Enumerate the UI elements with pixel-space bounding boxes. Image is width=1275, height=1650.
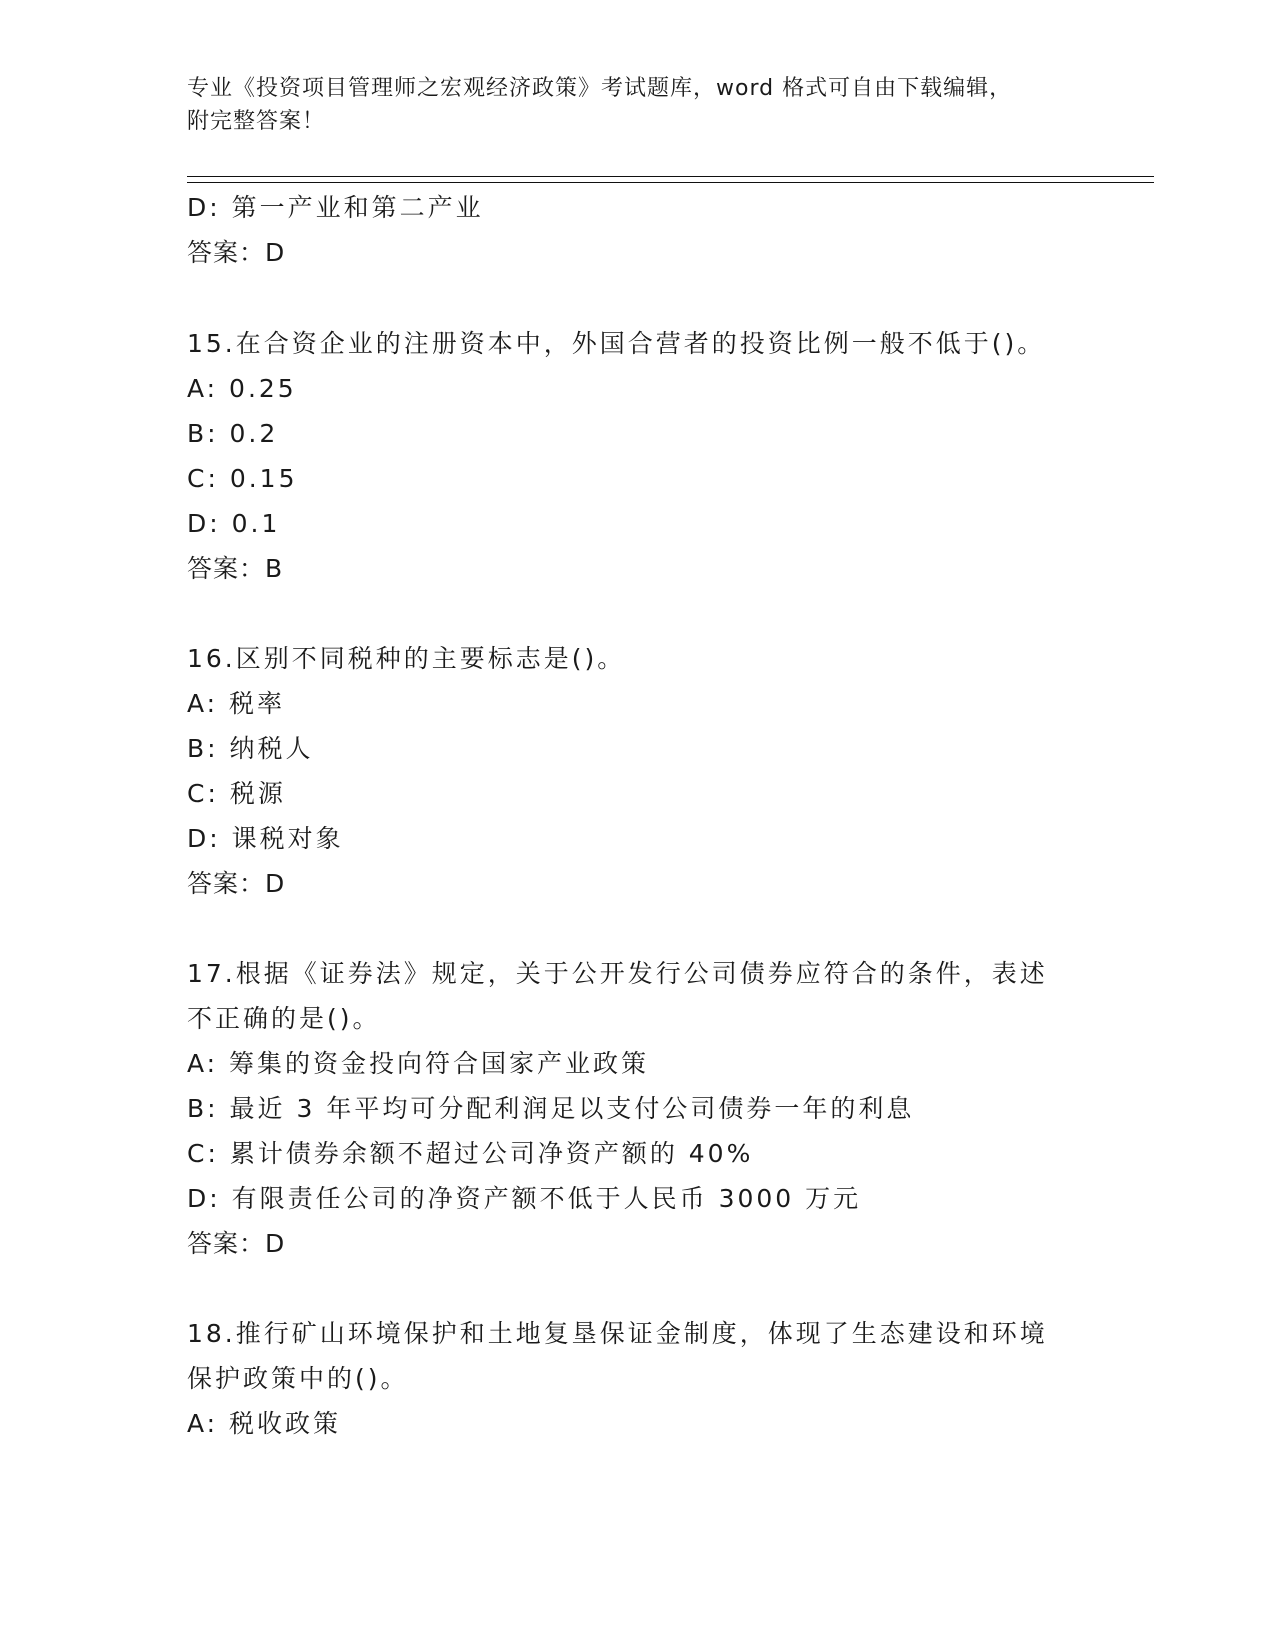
header-divider-top bbox=[187, 176, 1154, 177]
header-line-2: 附完整答案！ bbox=[187, 109, 326, 134]
q17-answer: 答案：D bbox=[187, 1229, 286, 1258]
q18-question-line-1: 18.推行矿山环境保护和土地复垦保证金制度，体现了生态建设和环境 bbox=[187, 1319, 1048, 1348]
q16-option-c: C: 税源 bbox=[187, 779, 286, 808]
q17-option-c: C: 累计债券余额不超过公司净资产额的 40% bbox=[187, 1139, 754, 1168]
q16-option-d: D: 课税对象 bbox=[187, 824, 344, 853]
q16-option-a: A: 税率 bbox=[187, 689, 286, 718]
q15-question: 15.在合资企业的注册资本中，外国合营者的投资比例一般不低于()。 bbox=[187, 329, 1046, 358]
q16-answer: 答案：D bbox=[187, 869, 286, 898]
q16-option-b: B: 纳税人 bbox=[187, 734, 314, 763]
q17-question-line-1: 17.根据《证券法》规定，关于公开发行公司债券应符合的条件，表述 bbox=[187, 959, 1048, 988]
header-line-1: 专业《投资项目管理师之宏观经济政策》考试题库，word 格式可自由下载编辑， bbox=[187, 76, 1013, 101]
q17-option-b: B: 最近 3 年平均可分配利润足以支付公司债券一年的利息 bbox=[187, 1094, 915, 1123]
q15-option-c: C: 0.15 bbox=[187, 464, 298, 493]
q17-question-line-2: 不正确的是()。 bbox=[187, 1004, 381, 1033]
q18-question-line-2: 保护政策中的()。 bbox=[187, 1364, 409, 1393]
q15-option-b: B: 0.2 bbox=[187, 419, 279, 448]
q14-option-d: D: 第一产业和第二产业 bbox=[187, 193, 484, 222]
q15-option-a: A: 0.25 bbox=[187, 374, 297, 403]
q14-answer: 答案：D bbox=[187, 238, 286, 267]
q17-option-a: A: 筹集的资金投向符合国家产业政策 bbox=[187, 1049, 650, 1078]
q17-option-d: D: 有限责任公司的净资产额不低于人民币 3000 万元 bbox=[187, 1184, 862, 1213]
header-divider-bottom bbox=[187, 182, 1154, 183]
q15-answer: 答案：B bbox=[187, 554, 284, 583]
q18-option-a: A: 税收政策 bbox=[187, 1409, 342, 1438]
page-header bbox=[187, 72, 1087, 138]
q15-option-d: D: 0.1 bbox=[187, 509, 281, 538]
q16-question: 16.区别不同税种的主要标志是()。 bbox=[187, 644, 626, 673]
